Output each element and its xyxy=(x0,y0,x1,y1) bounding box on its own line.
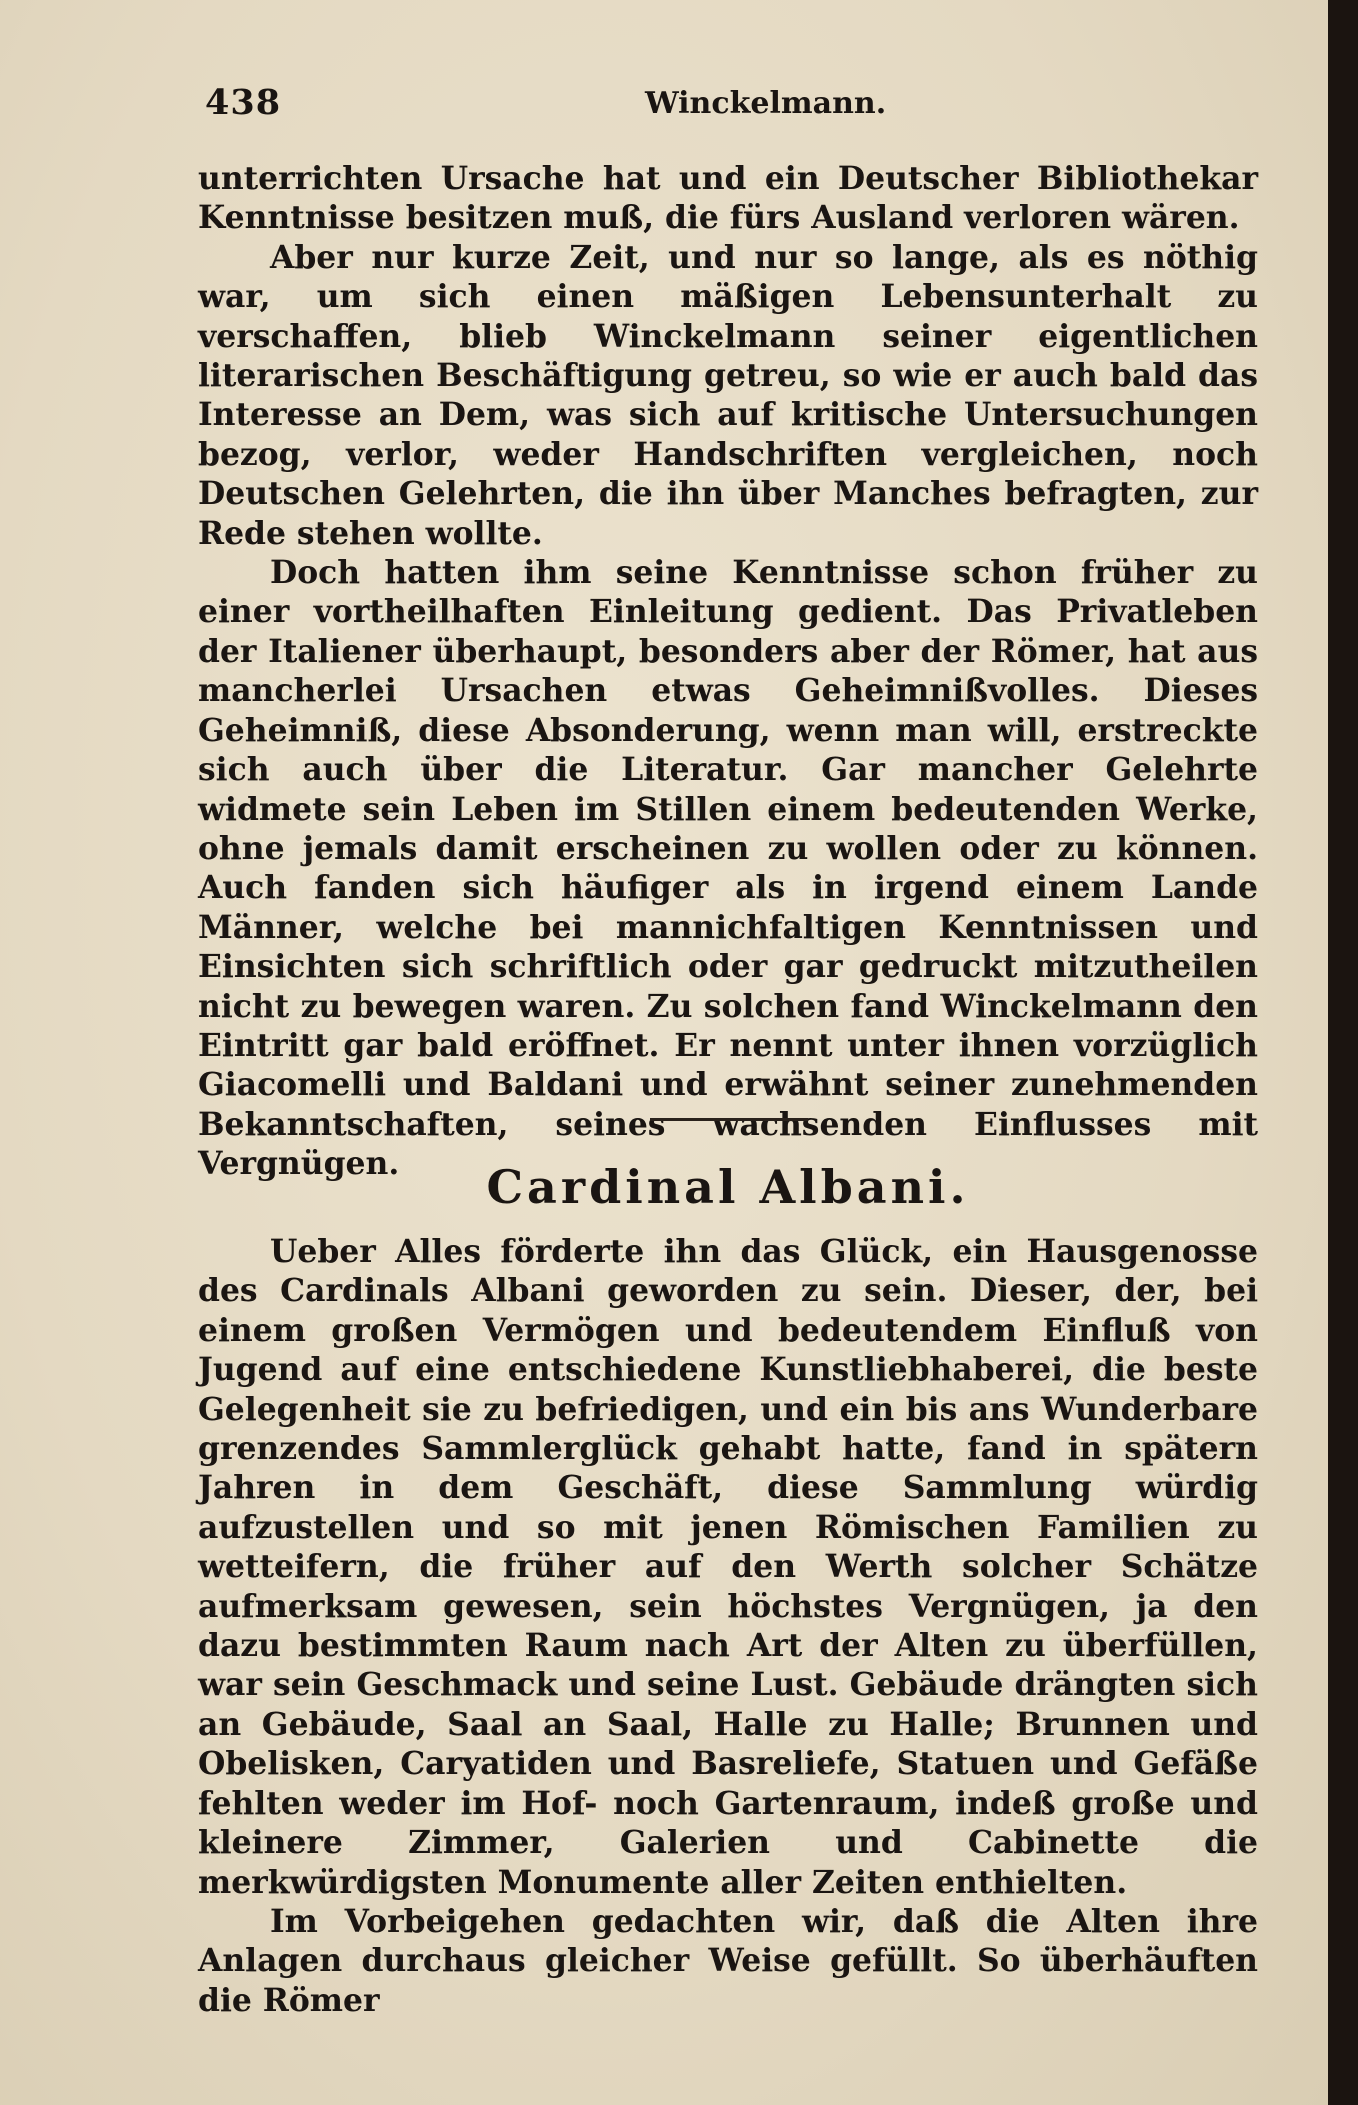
page-header xyxy=(205,82,1255,132)
paragraph: Doch hatten ihm seine Kenntnisse schon früher zu einer vortheilhaften Einleitung gedient. Das Privatleben der Italiener überhaupt, besonders aber der Römer, hat aus mancherlei Ursachen etwas Geheimnißvolles. Dieses Geheimniß, diese Absonderung, wenn man will, erstreckte sich auch über die Literatur. Gar mancher Gelehrte widmete sein Leben im Stillen einem bedeutenden Werke, ohne jemals damit erscheinen zu wollen oder zu können. Auch fanden sich häufiger als in irgend einem Lande Männer, welche bei mannichfaltigen Kenntnissen und Einsichten sich schriftlich oder gar gedruckt mitzutheilen nicht zu bewegen waren. Zu solchen fand Winckelmann den Eintritt gar bald eröffnet. Er nennt unter ihnen vorzüglich Giacomelli und Baldani und erwähnt seiner zunehmenden Bekanntschaften, seines wachsenden Einflusses mit Vergnügen. xyxy=(198,555,1258,1183)
paragraph: Aber nur kurze Zeit, und nur so lange, als es nöthig war, um sich einen mäßigen Lebensunterhalt zu verschaffen, blieb Winckelmann seiner eigentlichen literarischen Beschäftigung getreu, so wie er auch bald das Interesse an Dem, was sich auf kritische Untersuchungen bezog, verlor, weder Handschriften vergleichen, noch Deutschen Gelehrten, die ihn über Manches befragten, zur Rede stehen wollte. xyxy=(198,239,1258,552)
paragraph: Ueber Alles förderte ihn das Glück, ein Hausgenosse des Cardinals Albani geworden zu sein. Dieser, der, bei einem großen Vermögen und bedeutendem Einfluß von Jugend auf eine entschiedene Kunstliebhaberei, die beste Gelegenheit sie zu befriedigen, und ein bis ans Wunderbare grenzendes Sammlerglück gehabt hatte, fand in spätern Jahren in dem Geschäft, diese Sammlung würdig aufzustellen und so mit jenen Römischen Familien zu wetteifern, die früher auf den Werth solcher Schätze aufmerksam gewesen, sein höchstes Vergnügen, ja den dazu bestimmten Raum nach Art der Alten zu überfüllen, war sein Geschmack und seine Lust. Gebäude drängten sich an Gebäude, Saal an Saal, Halle zu Halle; Brunnen und Obelisken, Caryatiden und Basreliefe, Statuen und Gefäße fehlten weder im Hof- noch Gartenraum, indeß große und kleinere Zimmer, Galerien und Cabinette die merkwürdigsten Monumente aller Zeiten enthielten. xyxy=(198,1234,1258,1901)
section-divider xyxy=(650,1118,808,1121)
paragraph: Im Vorbeigehen gedachten wir, daß die Alten ihre Anlagen durchaus gleicher Weise gefüllt. So überhäuften die Römer xyxy=(198,1903,1258,2019)
running-title: Winckelmann. xyxy=(645,86,887,121)
section-heading: Cardinal Albani. xyxy=(486,1160,970,1214)
body-text-section-2 xyxy=(198,1233,1258,2021)
body-text-section-1 xyxy=(198,160,1258,1185)
paragraph: unterrichten Ursache hat und ein Deutscher Bibliothekar Kenntnisse besitzen muß, die fürs Ausland verloren wären. xyxy=(198,161,1258,237)
page-number: 438 xyxy=(205,82,282,123)
